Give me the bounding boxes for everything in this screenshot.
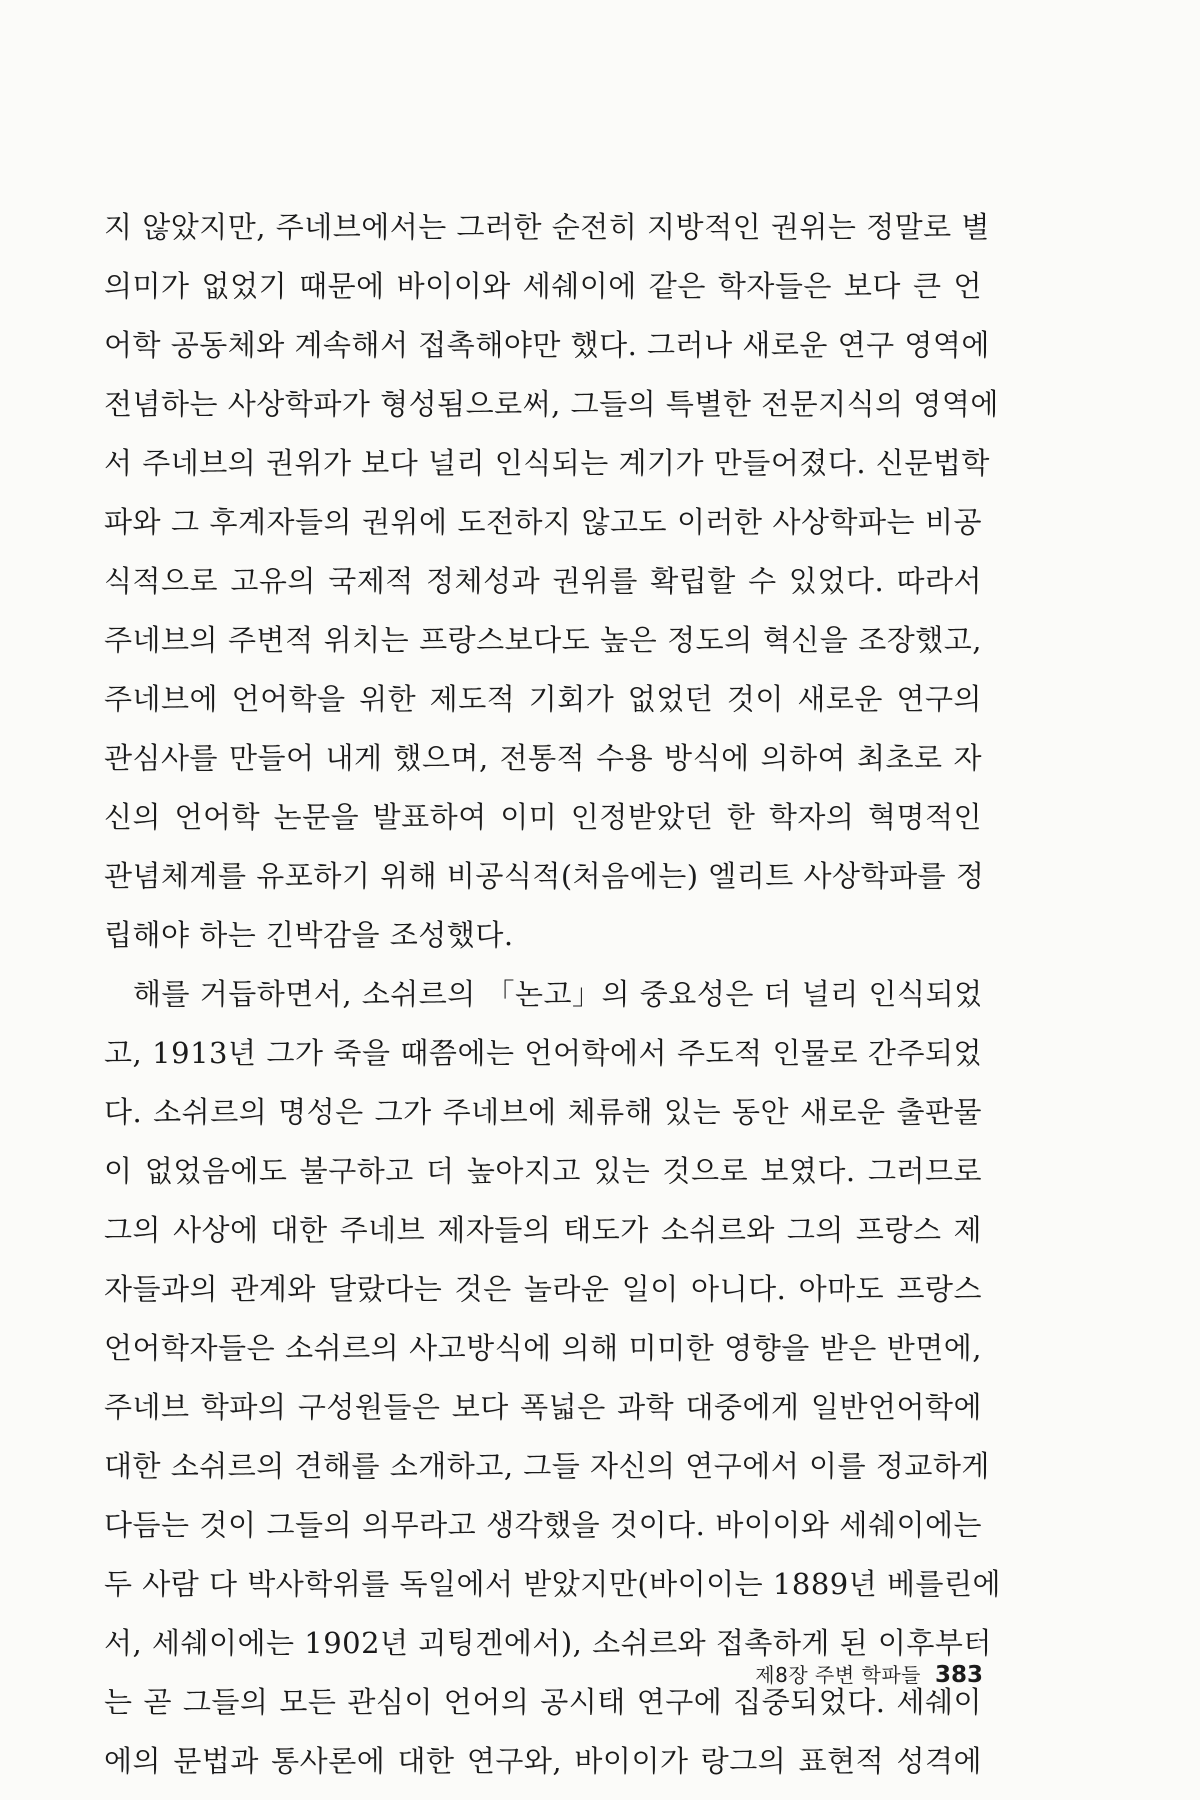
text-line: 는 곧 그들의 모든 관심이 언어의 공시태 연구에 집중되었다. 세쉐이 — [104, 1685, 982, 1719]
text-line: 다듬는 것이 그들의 의무라고 생각했을 것이다. 바이이와 세쉐이에는 — [104, 1508, 982, 1542]
text-line: 자들과의 관계와 달랐다는 것은 놀라운 일이 아니다. 아마도 프랑스 — [104, 1272, 982, 1306]
text-line: 식적으로 고유의 국제적 정체성과 권위를 확립할 수 있었다. 따라서 — [104, 564, 982, 598]
running-footer-chapter: 제8장 주변 학파들 — [755, 1663, 921, 1687]
text-line: 관념체계를 유포하기 위해 비공식적(처음에는) 엘리트 사상학파를 정 — [104, 859, 985, 893]
text-line: 해를 거듭하면서, 소쉬르의 「논고」의 중요성은 더 널리 인식되었 — [133, 977, 983, 1011]
text-line: 고, 1913년 그가 죽을 때쯤에는 언어학에서 주도적 인물로 간주되었 — [104, 1036, 982, 1070]
text-line: 언어학자들은 소쉬르의 사고방식에 의해 미미한 영향을 받은 반면에, — [104, 1331, 982, 1365]
body-text — [104, 198, 1002, 1791]
text-line: 서, 세쉐이에는 1902년 괴팅겐에서), 소쉬르와 접촉하게 된 이후부터 — [104, 1626, 992, 1660]
text-line: 그의 사상에 대한 주네브 제자들의 태도가 소쉬르와 그의 프랑스 제 — [104, 1213, 982, 1247]
text-line: 관심사를 만들어 내게 했으며, 전통적 수용 방식에 의하여 최초로 자 — [104, 741, 982, 775]
text-line: 다. 소쉬르의 명성은 그가 주네브에 체류해 있는 동안 새로운 출판물 — [104, 1095, 982, 1129]
text-line: 주네브에 언어학을 위한 제도적 기회가 없었던 것이 새로운 연구의 — [104, 682, 982, 716]
text-line: 신의 언어학 논문을 발표하여 이미 인정받았던 한 학자의 혁명적인 — [104, 800, 982, 834]
text-line: 에의 문법과 통사론에 대한 연구와, 바이이가 랑그의 표현적 성격에 — [104, 1744, 982, 1778]
text-line: 서 주네브의 권위가 보다 널리 인식되는 계기가 만들어졌다. 신문법학 — [104, 446, 990, 480]
text-line: 두 사람 다 박사학위를 독일에서 받았지만(바이이는 1889년 베를린에 — [104, 1567, 1002, 1601]
text-line: 의미가 없었기 때문에 바이이와 세쉐이에 같은 학자들은 보다 큰 언 — [104, 269, 982, 303]
text-line: 전념하는 사상학파가 형성됨으로써, 그들의 특별한 전문지식의 영역에 — [104, 387, 999, 421]
text-line: 립해야 하는 긴박감을 조성했다. — [104, 918, 514, 952]
text-line: 대한 소쉬르의 견해를 소개하고, 그들 자신의 연구에서 이를 정교하게 — [104, 1449, 990, 1483]
page-number: 383 — [934, 1662, 983, 1688]
paragraph-1 — [104, 198, 999, 965]
text-line: 어학 공동체와 계속해서 접촉해야만 했다. 그러나 새로운 연구 영역에 — [104, 328, 990, 362]
text-line: 주네브 학파의 구성원들은 보다 폭넓은 과학 대중에게 일반언어학에 — [104, 1390, 982, 1424]
text-line: 이 없었음에도 불구하고 더 높아지고 있는 것으로 보였다. 그러므로 — [104, 1154, 982, 1188]
text-line: 주네브의 주변적 위치는 프랑스보다도 높은 정도의 혁신을 조장했고, — [104, 623, 982, 657]
text-line: 지 않았지만, 주네브에서는 그러한 순전히 지방적인 권위는 정말로 별 — [104, 210, 990, 244]
text-line: 파와 그 후계자들의 권위에 도전하지 않고도 이러한 사상학파는 비공 — [104, 505, 982, 539]
page-footer — [755, 1660, 983, 1691]
